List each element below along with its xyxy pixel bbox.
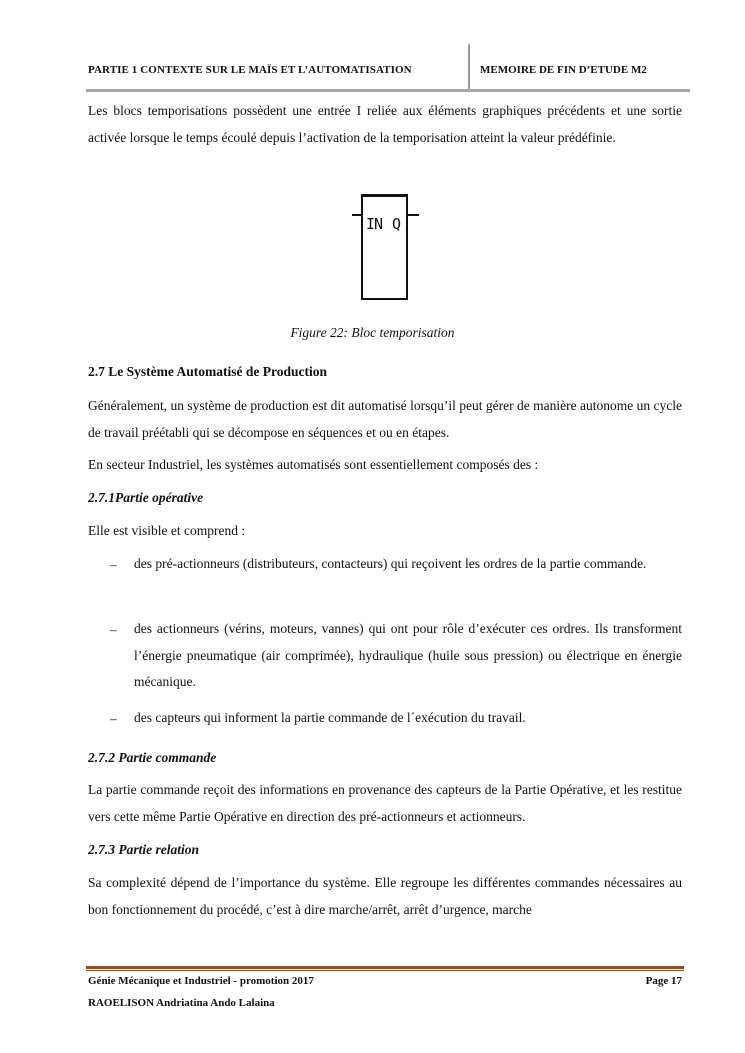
section-2-7-2-paragraph: La partie commande reçoit des informations en provenance des capteurs de la Partie Opérative, et les restitue vers cette même Partie Opérative en direction des pré-actionneurs et actionneurs. [88, 782, 682, 824]
bullet-dash: – [110, 711, 117, 726]
footer-department: Génie Mécanique et Industriel - promotion 2017 [88, 975, 314, 987]
footer-author: RAOELISON Andriatina Ando Lalaina [88, 997, 275, 1009]
timer-input-label: IN [366, 215, 383, 233]
section-2-7-3-paragraph: Sa complexité dépend de l’importance du système. Elle regroupe les différentes commandes nécessaires au bon fonctionnement du procédé, c’est à dire marche/arrêt, arrêt d’urgence, marche [88, 875, 682, 917]
header-divider [468, 44, 470, 91]
intro-paragraph: Les blocs temporisations possèdent une entrée I reliée aux éléments graphiques précédents et une sortie activée lorsque le temps écoulé depuis l’activation de la temporisation atteint la valeur prédéfinie. [88, 103, 682, 145]
footer-rule-thick [86, 966, 684, 969]
bullet-item-actionneurs: des actionneurs (vérins, moteurs, vannes) qui ont pour rôle d’exécuter ces ordres. Ils transforment l’énergie pneumatique (air comprimée), hydraulique (huile sous pression) ou électrique en énergie mécanique. [134, 621, 682, 689]
section-2-7-3-heading: 2.7.3 Partie relation [88, 842, 199, 857]
section-2-7-1-heading: 2.7.1Partie opérative [88, 490, 204, 505]
footer-rule-thin [86, 970, 684, 971]
section-2-7-heading: 2.7 Le Système Automatisé de Production [88, 364, 327, 379]
header-chapter-title: PARTIE 1 CONTEXTE SUR LE MAÏS ET L’AUTOMATISATION [88, 64, 412, 76]
bullet-dash: – [110, 622, 117, 637]
footer-page-number: Page 17 [645, 975, 682, 987]
timer-block-figure [352, 194, 422, 304]
section-2-7-1-intro: Elle est visible et comprend : [88, 523, 246, 538]
header-document-title: MEMOIRE DE FIN D’ETUDE M2 [480, 64, 647, 76]
figure-caption: Figure 22: Bloc temporisation [290, 325, 455, 340]
bullet-item-capteurs: des capteurs qui informent la partie commande de l´exécution du travail. [134, 710, 526, 725]
section-2-7-paragraph-1: Généralement, un système de production est dit automatisé lorsqu’il peut gérer de manière autonome un cycle de travail préétabli qui se décompose en séquences et ou en étapes. [88, 398, 682, 440]
bullet-dash: – [110, 557, 117, 572]
section-2-7-2-heading: 2.7.2 Partie commande [88, 750, 217, 765]
timer-output-label: Q [392, 215, 402, 233]
section-2-7-paragraph-2: En secteur Industriel, les systèmes automatisés sont essentiellement composés des : [88, 457, 539, 472]
timer-block-box [361, 194, 408, 300]
bullet-item-pre-actionneurs: des pré-actionneurs (distributeurs, contacteurs) qui reçoivent les ordres de la partie commande. [134, 556, 647, 571]
header-rule [86, 89, 690, 92]
timer-output-pin [408, 214, 419, 216]
